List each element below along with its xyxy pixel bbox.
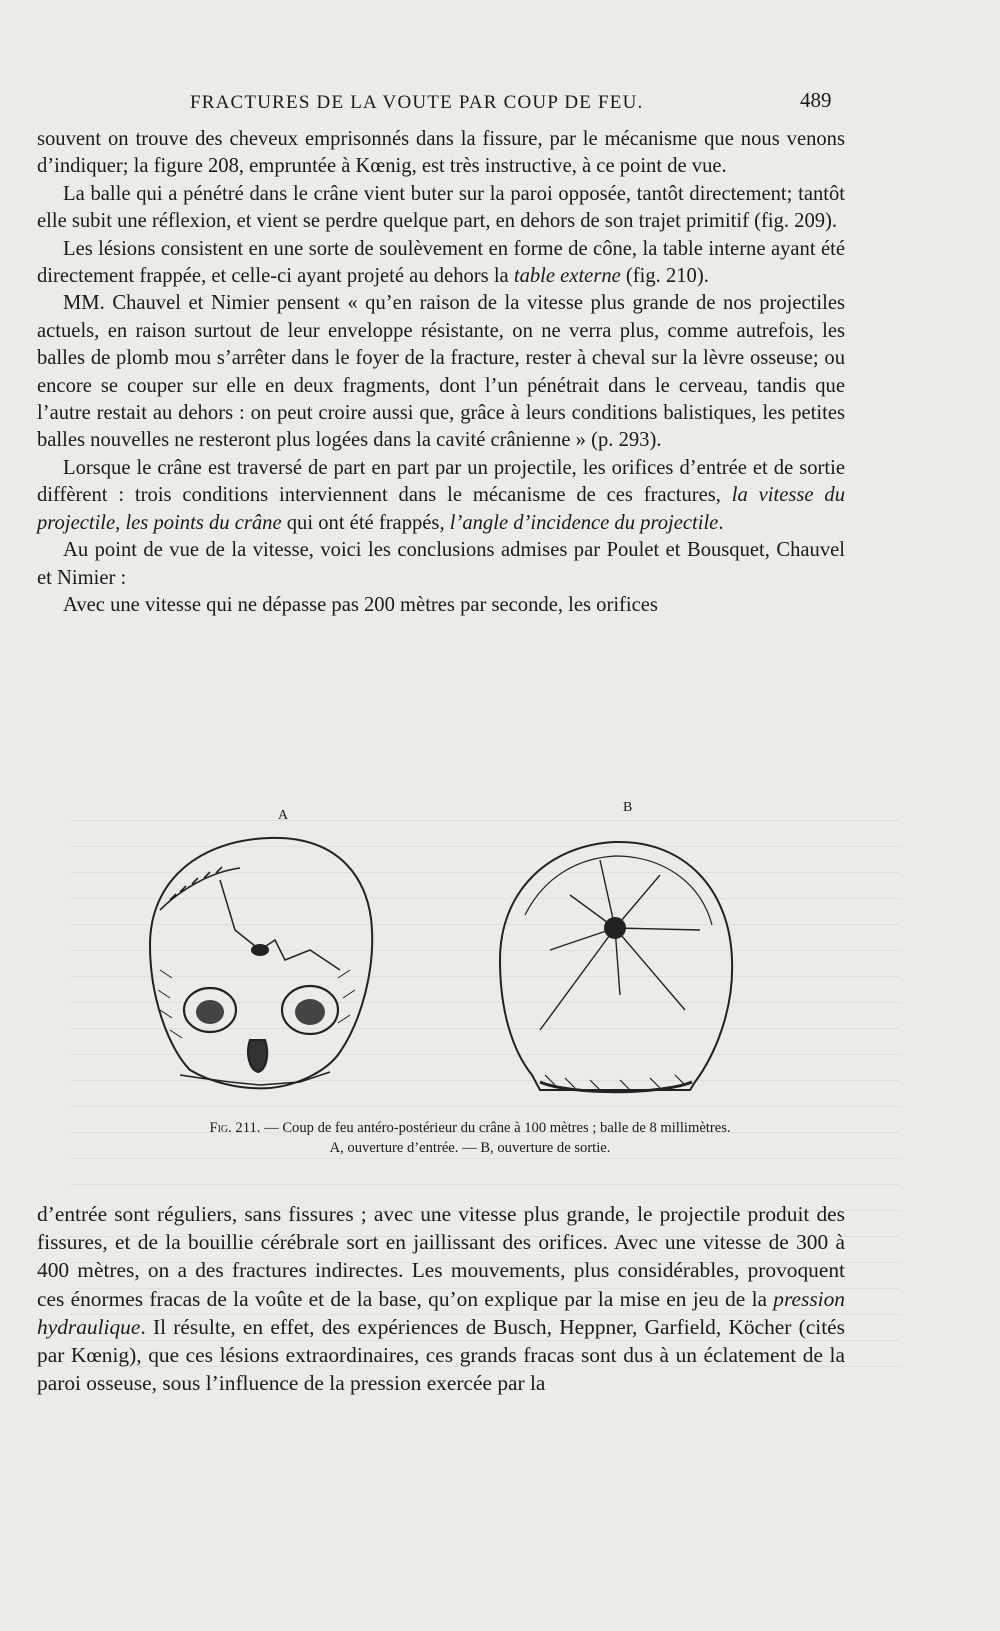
paragraph-8-text-b: . Il résulte, en effet, des expériences de Busch, Heppner, Garfield, Köcher (cités par Kœnig), que ces lésions extraordinaires, ces grands fracas sont dus à un éclatement de la paroi osseuse, sous l’influence de la pression exercée par la xyxy=(37,1314,845,1396)
caption-line-1 xyxy=(100,1118,840,1138)
paragraph-3-text-b: (fig. 210). xyxy=(620,265,709,288)
skull-a-orbit-right-shade xyxy=(295,999,325,1025)
running-title: FRACTURES DE LA VOUTE PAR COUP DE FEU. xyxy=(190,92,644,113)
skull-b-drawing xyxy=(500,842,732,1092)
paragraph-5-text-c: . xyxy=(718,511,724,534)
caption-line-1-text: — Coup de feu antéro-postérieur du crâne à 100 mètres ; balle de 8 millimètres. xyxy=(260,1120,731,1136)
paragraph-5-text-b: qui ont été frappés, xyxy=(281,511,450,534)
figure-caption xyxy=(100,1118,840,1158)
paragraph-1: souvent on trouve des cheveux emprisonnés dans la fissure, par le mécanisme que nous venons d’indiquer; la figure 208, empruntée à Kœnig, est très instructive, à ce point de vue. xyxy=(37,128,845,178)
skull-b-inner-outline xyxy=(525,856,712,925)
bottom-text-block xyxy=(37,1200,845,1397)
figure-211 xyxy=(100,800,840,1180)
skull-a-fracture-line xyxy=(220,880,340,970)
skull-a-suture xyxy=(160,867,240,910)
skull-illustration xyxy=(100,820,840,1120)
paragraph-8-emphasis: pression hydraulique xyxy=(37,1286,845,1339)
paragraph-6: Au point de vue de la vitesse, voici les conclusions admises par Poulet et Bousquet, Chauvel et Nimier : xyxy=(37,539,845,589)
skull-a-nasal xyxy=(248,1040,267,1072)
paragraph-8-text-a: d’entrée sont réguliers, sans fissures ; avec une vitesse plus grande, le projectile produit des fissures, et de la bouillie cérébrale sort en jaillissant des orifices. Avec une vitesse de 300 à 400 mètres, on a des fractures indirectes. Les mouvements, plus considérables, provoquent ces énormes fracas de la voûte et de la base, qu’on explique par la mise en jeu de la xyxy=(37,1202,845,1311)
paragraph-5-emphasis-2: l’angle d’incidence du projectile xyxy=(449,511,719,534)
paragraph-5-text-a: Lorsque le crâne est traversé de part en part par un projectile, les orifices d’entrée et de sortie diffèrent : trois conditions interviennent dans le mécanisme de ces fractures, xyxy=(37,456,845,507)
caption-figure-number: Fig. 211. xyxy=(209,1120,261,1136)
skull-b-fracture-lines xyxy=(540,860,700,1030)
paragraph-5 xyxy=(37,455,845,537)
figure-label-b: B xyxy=(623,800,633,815)
paragraph-4: MM. Chauvel et Nimier pensent « qu’en raison de la vitesse plus grande de nos projectiles actuels, en raison surtout de leur enveloppe résistante, on ne verra plus, comme autrefois, les balles de plomb mou s’arrêter dans le foyer de la fracture, rester à cheval sur la lèvre osseuse; ou encore se couper sur elle en deux fragments, dont l’un pénétrait dans le cerveau, tandis que l’autre restait au dehors : on peut croire aussi que, grâce à leurs conditions balistiques, les petites balles nouvelles ne resteront plus logées dans la cavité crânienne » (p. 293). xyxy=(37,292,845,452)
skull-b-outline xyxy=(500,842,732,1090)
top-text-block xyxy=(37,126,845,619)
skull-a-hatching xyxy=(158,970,355,1038)
paragraph-3-emphasis: table externe xyxy=(513,265,621,288)
skull-a-orbit-left-shade xyxy=(196,1000,224,1024)
page-header xyxy=(0,88,1000,118)
paragraph-7: Avec une vitesse qui ne dépasse pas 200 mètres par seconde, les orifices xyxy=(63,593,658,616)
caption-line-2: A, ouverture d’entrée. — B, ouverture de sortie. xyxy=(329,1140,611,1156)
paragraph-5-emphasis-1: la vitesse du projectile, les points du crâne xyxy=(37,484,845,534)
paragraph-8 xyxy=(37,1200,845,1397)
paragraph-2: La balle qui a pénétré dans le crâne vient buter sur la paroi opposée, tantôt directement; tantôt elle subit une réflexion, et vient se perdre quelque part, en dehors de son trajet primitif (fig. 209). xyxy=(37,182,845,233)
page-number: 489 xyxy=(800,88,832,112)
figure-label-a: A xyxy=(278,808,289,823)
paragraph-3-text-a: Les lésions consistent en une sorte de soulèvement en forme de cône, la table interne ayant été directement frappée, et celle-ci ayant projeté au dehors la xyxy=(37,237,845,288)
skull-a-drawing xyxy=(150,838,372,1088)
skull-a-entry-hole xyxy=(252,945,268,955)
paragraph-3 xyxy=(37,236,845,291)
skull-b-exit-hole xyxy=(605,918,625,938)
